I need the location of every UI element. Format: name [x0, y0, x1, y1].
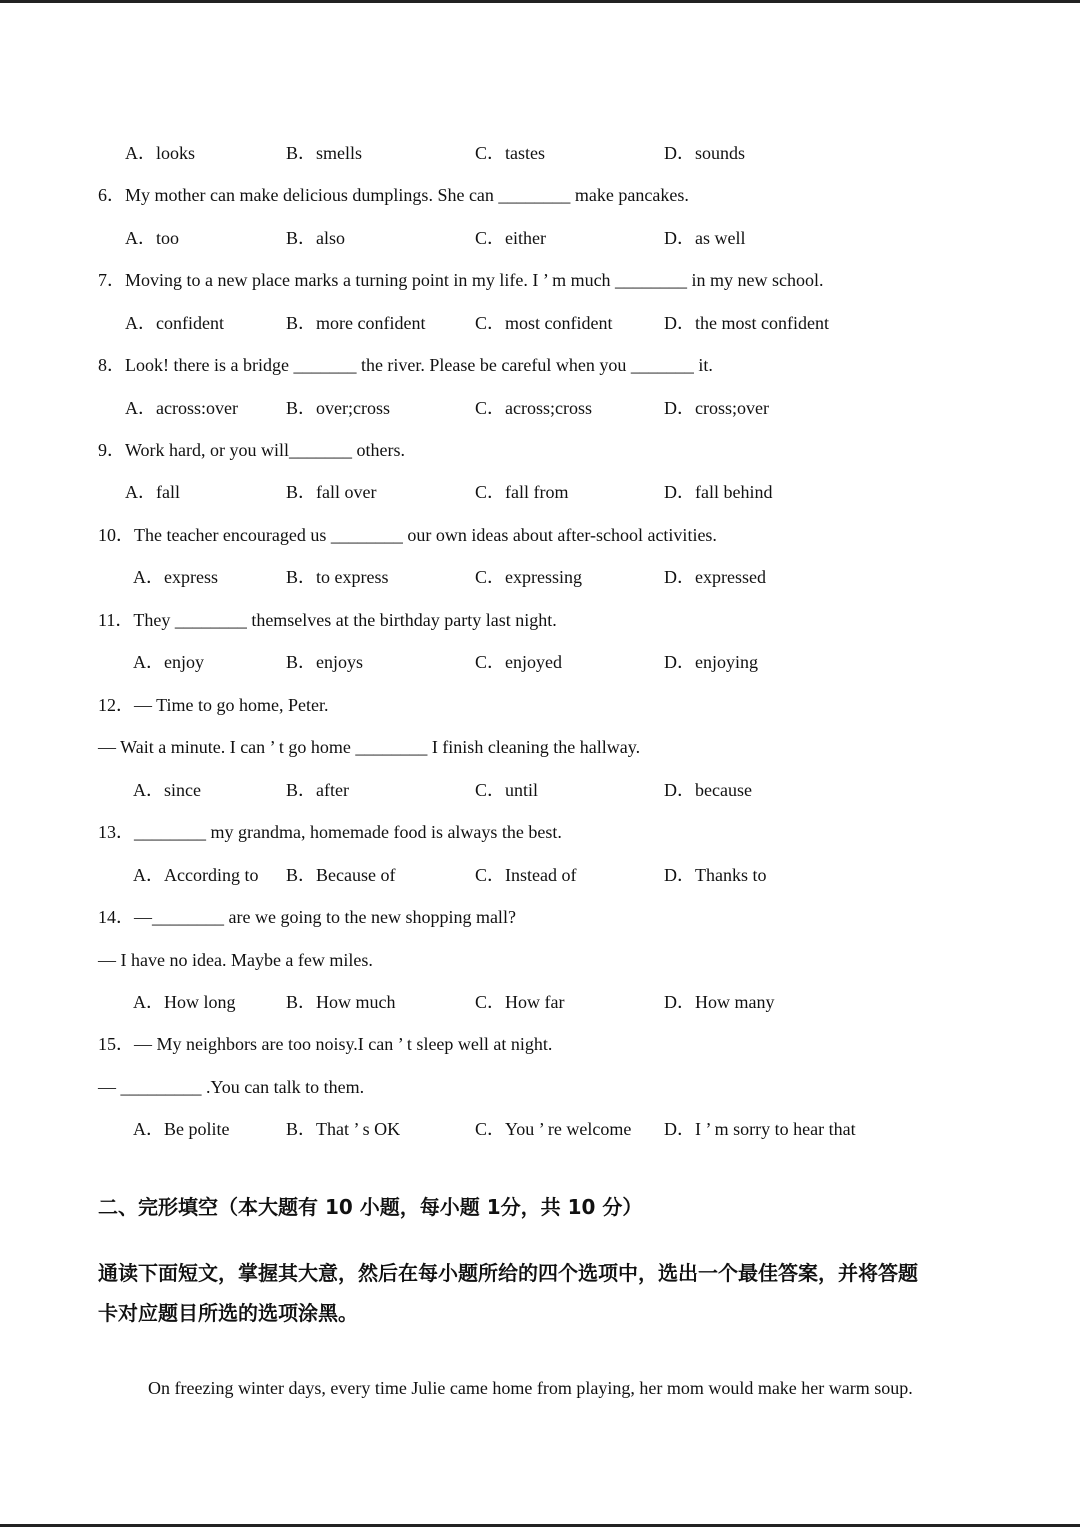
q7-option-a: A．confident — [125, 313, 224, 333]
q15-option-a: A．Be polite — [133, 1119, 230, 1139]
passage-first-line: On freezing winter days, every time Julie came home from playing, her mom would make her warm soup. — [148, 1378, 913, 1398]
q14-option-b: B．How much — [286, 992, 396, 1012]
q6-stem: 6．My mother can make delicious dumplings. She can ________ make pancakes. — [98, 185, 689, 205]
q11-option-c: C．enjoyed — [475, 652, 562, 672]
q9-option-b: B．fall over — [286, 482, 377, 502]
q15-option-b: B．That ’ s OK — [286, 1119, 401, 1139]
q9-option-a: A．fall — [125, 482, 180, 502]
q6-option-a: A．too — [125, 228, 179, 248]
q9-option-c: C．fall from — [475, 482, 569, 502]
q10-option-d: D．expressed — [664, 567, 766, 587]
q7-stem: 7．Moving to a new place marks a turning point in my life. I ’ m much ________ in my new school. — [98, 270, 824, 290]
q14-option-a: A．How long — [133, 992, 236, 1012]
section-2-instruction-line-1: 通读下面短文，掌握其大意，然后在每小题所给的四个选项中，选出一个最佳答案，并将答题 — [98, 1261, 918, 1285]
q10-option-b: B．to express — [286, 567, 389, 587]
q15-option-c: C．You ’ re welcome — [475, 1119, 632, 1139]
q13-option-b: B．Because of — [286, 865, 396, 885]
q12-option-d: D．because — [664, 780, 752, 800]
q12-option-b: B．after — [286, 780, 349, 800]
q13-option-a: A．According to — [133, 865, 259, 885]
q8-option-a: A．across:over — [125, 398, 238, 418]
q13-option-d: D．Thanks to — [664, 865, 767, 885]
q5-option-b: B．smells — [286, 143, 363, 163]
q9-stem: 9．Work hard, or you will_______ others. — [98, 440, 406, 460]
q11-option-a: A．enjoy — [133, 652, 204, 672]
q7-option-d: D．the most confident — [664, 313, 829, 333]
q12-option-c: C．until — [475, 780, 539, 800]
q5-option-c: C．tastes — [475, 143, 545, 163]
q11-option-b: B．enjoys — [286, 652, 364, 672]
q5-option-d: D．sounds — [664, 143, 746, 163]
q9-option-d: D．fall behind — [664, 482, 773, 502]
q8-stem: 8．Look! there is a bridge _______ the river. Please be careful when you _______ it. — [98, 355, 713, 375]
q14-stem: 14．—________ are we going to the new shopping mall? — [98, 907, 516, 927]
q10-stem: 10．The teacher encouraged us ________ our own ideas about after-school activities. — [98, 525, 717, 545]
q14-option-d: D．How many — [664, 992, 775, 1012]
q15-stem-reply: — _________ .You can talk to them. — [98, 1077, 365, 1097]
section-2-instruction-line-2: 卡对应题目所选的选项涂黑。 — [98, 1301, 358, 1325]
q10-option-a: A．express — [133, 567, 218, 587]
q8-option-d: D．cross;over — [664, 398, 769, 418]
q14-stem-reply: — I have no idea. Maybe a few miles. — [98, 950, 373, 970]
q7-option-b: B．more confident — [286, 313, 426, 333]
q15-option-d: D．I ’ m sorry to hear that — [664, 1119, 856, 1139]
q12-option-a: A．since — [133, 780, 201, 800]
q13-option-c: C．Instead of — [475, 865, 577, 885]
q11-stem: 11．They ________ themselves at the birthday party last night. — [98, 610, 557, 630]
q6-option-d: D．as well — [664, 228, 746, 248]
q6-option-c: C．either — [475, 228, 546, 248]
q5-option-a: A．looks — [125, 143, 196, 163]
q8-option-c: C．across;cross — [475, 398, 592, 418]
q12-stem: 12．— Time to go home, Peter. — [98, 695, 329, 715]
q14-option-c: C．How far — [475, 992, 565, 1012]
q11-option-d: D．enjoying — [664, 652, 758, 672]
q15-stem: 15．— My neighbors are too noisy.I can ’ t sleep well at night. — [98, 1034, 553, 1054]
q10-option-c: C．expressing — [475, 567, 582, 587]
q12-stem-reply: — Wait a minute. I can ’ t go home ________ I finish cleaning the hallway. — [98, 737, 641, 757]
section-2-heading: 二、完形填空（本大题有 10 小题，每小题 1分，共 10 分） — [98, 1195, 643, 1219]
q13-stem: 13．________ my grandma, homemade food is always the best. — [98, 822, 562, 842]
q6-option-b: B．also — [286, 228, 346, 248]
q7-option-c: C．most confident — [475, 313, 613, 333]
q8-option-b: B．over;cross — [286, 398, 390, 418]
